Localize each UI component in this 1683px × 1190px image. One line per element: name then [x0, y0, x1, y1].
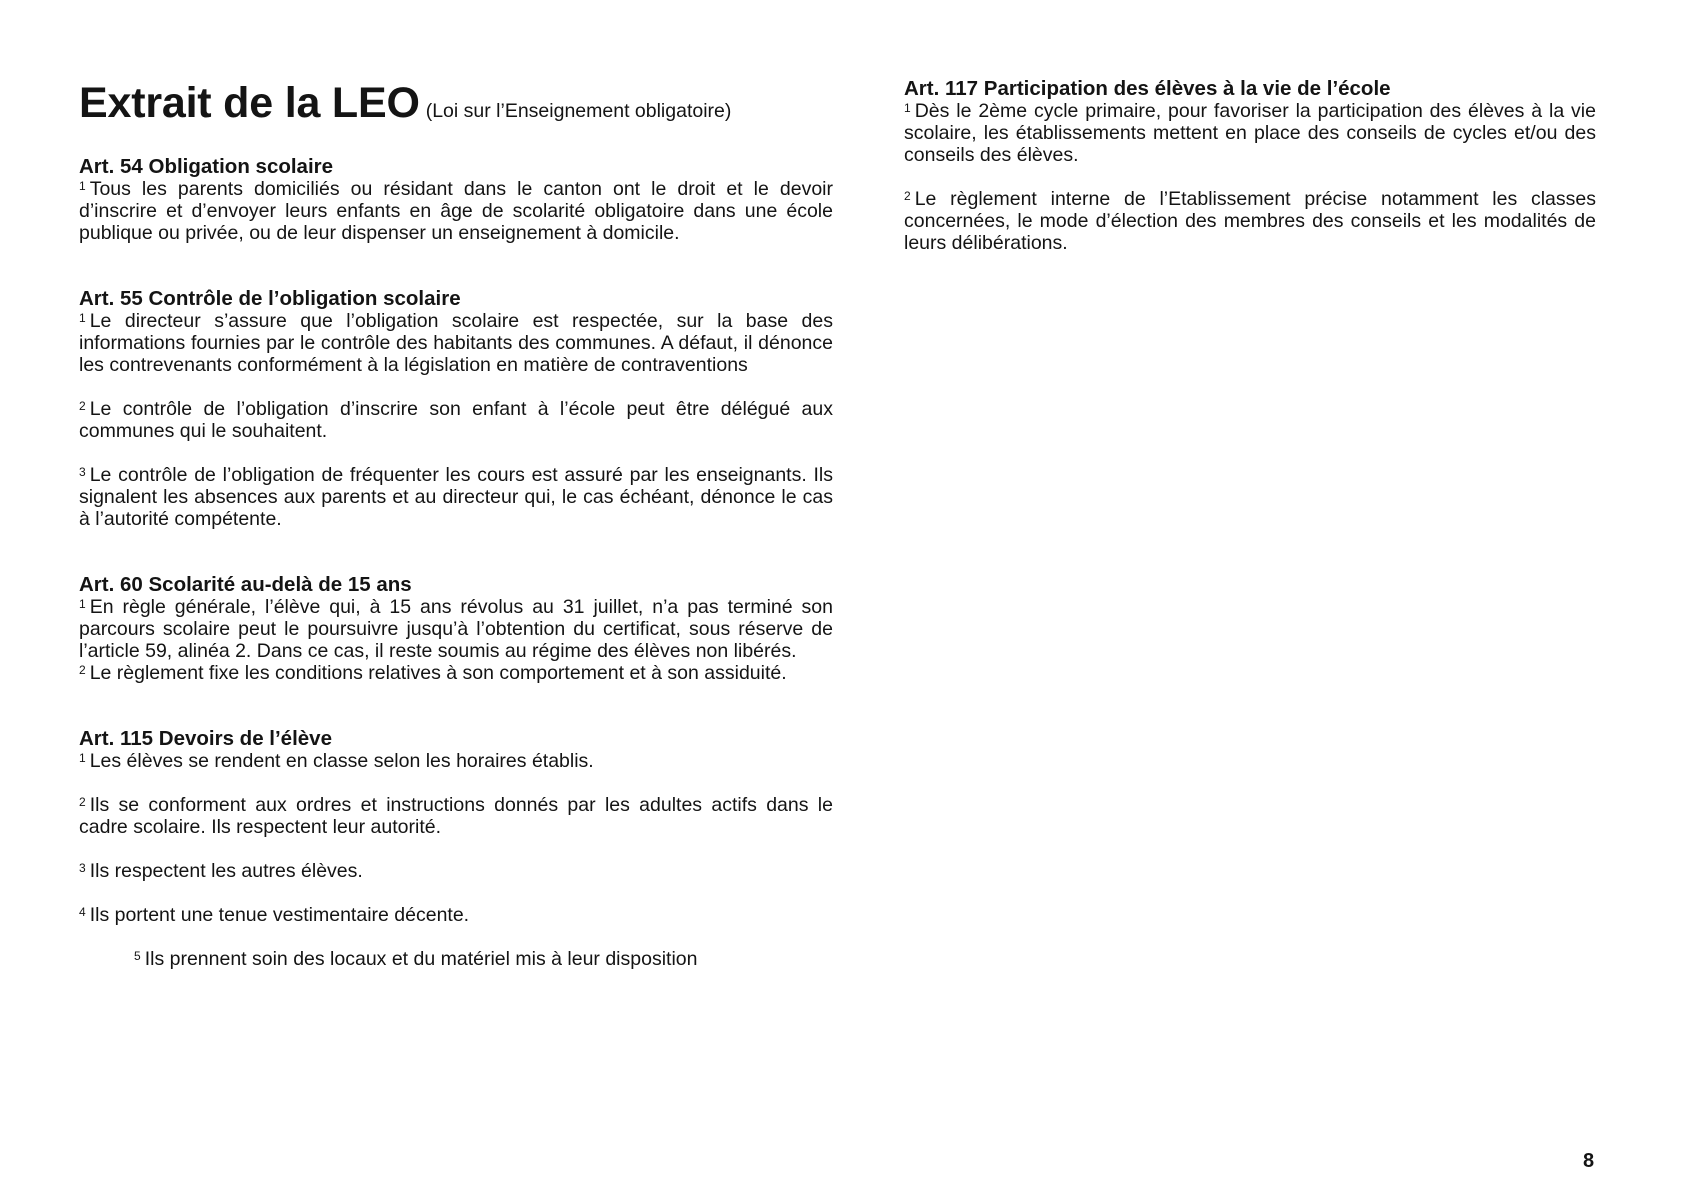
document-title	[79, 78, 833, 136]
article-paragraph	[79, 750, 833, 772]
article-paragraph	[79, 178, 833, 244]
article-55	[79, 288, 833, 530]
paragraph-text: Ils portent une tenue vestimentaire décente.	[89, 904, 470, 926]
document-title-main: Extrait de la LEO	[79, 79, 420, 127]
left-column	[79, 78, 833, 970]
article-heading: Art. 54 Obligation scolaire	[79, 155, 334, 178]
paragraph-text: Le contrôle de l’obligation de fréquenter les cours est assuré par les enseignants. Ils signalent les absences aux parents et au directeur qui, le cas échéant, dénonce le cas à l’autorité compétente.	[79, 464, 833, 530]
paragraph-number: 1	[79, 179, 86, 193]
paragraph-text: Le directeur s’assure que l’obligation scolaire est respectée, sur la base des informations fournies par le contrôle des habitants des communes. A défaut, il dénonce les contrevenants conformément à la législation en matière de contraventions	[79, 310, 833, 376]
article-heading: Art. 60 Scolarité au-delà de 15 ans	[79, 573, 412, 596]
article-paragraph	[79, 860, 833, 882]
paragraph-text: Ils prennent soin des locaux et du matériel mis à leur disposition	[144, 948, 698, 970]
paragraph-number: 2	[79, 663, 86, 677]
article-117	[904, 78, 1596, 254]
paragraph-text: Le règlement fixe les conditions relatives à son comportement et à son assiduité.	[89, 662, 787, 684]
paragraph-text: Ils se conforment aux ordres et instructions donnés par les adultes actifs dans le cadre scolaire. Ils respectent leur autorité.	[79, 794, 833, 838]
article-paragraph	[79, 310, 833, 376]
paragraph-number: 2	[904, 189, 911, 203]
paragraph-number: 2	[79, 795, 86, 809]
paragraph-number: 1	[79, 311, 86, 325]
article-60	[79, 574, 833, 684]
article-paragraph	[79, 948, 833, 970]
paragraph-number: 3	[79, 465, 86, 479]
article-paragraph	[79, 904, 833, 926]
article-heading: Art. 115 Devoirs de l’élève	[79, 727, 332, 750]
article-54	[79, 156, 833, 244]
paragraph-number: 5	[134, 949, 141, 963]
paragraph-text: Tous les parents domiciliés ou résidant dans le canton ont le droit et le devoir d’inscrire et d’envoyer leurs enfants en âge de scolarité obligatoire dans une école publique ou privée, ou de leur dispenser un enseignement à domicile.	[79, 178, 833, 244]
article-heading: Art. 55 Contrôle de l’obligation scolaire	[79, 287, 461, 310]
article-heading: Art. 117 Participation des élèves à la vie de l’école	[904, 77, 1391, 100]
paragraph-number: 1	[79, 751, 86, 765]
paragraph-number: 2	[79, 399, 86, 413]
article-paragraph	[79, 662, 833, 684]
article-paragraph	[79, 398, 833, 442]
paragraph-number: 1	[904, 101, 911, 115]
paragraph-text: Le contrôle de l’obligation d’inscrire son enfant à l’école peut être délégué aux communes qui le souhaitent.	[79, 398, 833, 442]
article-115	[79, 728, 833, 970]
paragraph-number: 3	[79, 861, 86, 875]
article-paragraph	[79, 464, 833, 530]
paragraph-text: En règle générale, l’élève qui, à 15 ans révolus au 31 juillet, n’a pas terminé son parcours scolaire peut le poursuivre jusqu’à l’obtention du certificat, sous réserve de l’article 59, alinéa 2. Dans ce cas, il reste soumis au régime des élèves non libérés.	[79, 596, 833, 662]
paragraph-text: Le règlement interne de l’Etablissement précise notamment les classes concernées, le mode d’élection des membres des conseils et les modalités de leurs délibérations.	[904, 188, 1596, 254]
article-paragraph	[79, 596, 833, 662]
article-paragraph	[79, 794, 833, 838]
document-title-subtitle: (Loi sur l’Enseignement obligatoire)	[425, 100, 732, 122]
paragraph-number: 4	[79, 905, 86, 919]
article-paragraph	[904, 100, 1596, 166]
paragraph-number: 1	[79, 597, 86, 611]
page-number: 8	[1583, 1150, 1595, 1172]
article-paragraph	[904, 188, 1596, 254]
paragraph-text: Les élèves se rendent en classe selon les horaires établis.	[89, 750, 594, 772]
paragraph-text: Dès le 2ème cycle primaire, pour favoriser la participation des élèves à la vie scolaire, les établissements mettent en place des conseils de cycles et/ou des conseils des élèves.	[904, 100, 1596, 166]
right-column	[904, 78, 1596, 254]
paragraph-text: Ils respectent les autres élèves.	[89, 860, 363, 882]
